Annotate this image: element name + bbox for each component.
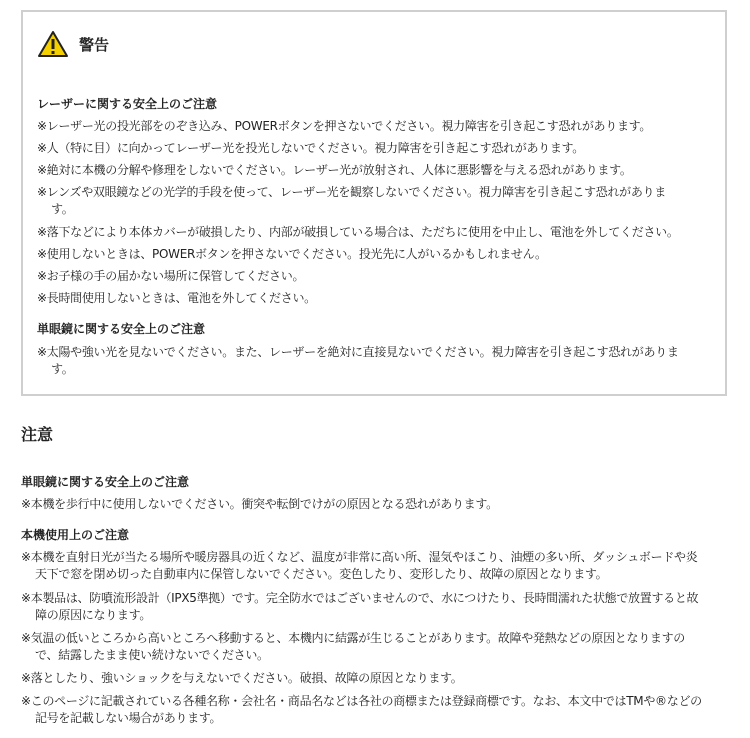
warning-triangle-icon (37, 30, 69, 58)
list-item: ※落下などにより本体カバーが破損したり、内部が破損している場合は、ただちに使用を中止し、電池を外してください。 (37, 225, 679, 239)
monocular-safety-heading: 単眼鏡に関する安全上のご注意 (37, 322, 206, 336)
list-item: ※本製品は、防噴流形設計（IPX5準拠）です。完全防水ではございませんので、水につけたり、長時間濡れた状態で放置すると故 障の原因になります。 (21, 591, 699, 622)
list-item: ※本機を直射日光が当たる場所や暖房器具の近くなど、温度が非常に高い所、湿気やほこり、油煙の多い所、ダッシュボードや炎 天下で窓を閉め切った自動車内に保管しないでください。変色したり、変形したり、故障の原因となります。 (21, 550, 698, 581)
list-item: ※レンズや双眼鏡などの光学的手段を使って、レーザー光を観察しないでください。視力障害を引き起こす恐れがありま す。 (37, 185, 666, 216)
warning-header (37, 30, 109, 58)
monocular-caution-heading: 単眼鏡に関する安全上のご注意 (21, 475, 190, 489)
list-item: ※長時間使用しないときは、電池を外してください。 (37, 291, 316, 305)
warning-title: 警告 (79, 35, 110, 54)
caution-title: 注意 (21, 425, 54, 444)
list-item: ※使用しないときは、POWERボタンを押さないでください。投光先に人がいるかもしれません。 (37, 247, 547, 261)
list-item: ※人（特に目）に向かってレーザー光を投光しないでください。視力障害を引き起こす恐れがあります。 (37, 141, 584, 155)
list-item: ※このページに記載されている各種名称・会社名・商品名などは各社の商標または登録商標です。なお、本文中ではTMや®などの 記号を記載しない場合があります。 (21, 694, 702, 725)
list-item: ※絶対に本機の分解や修理をしないでください。レーザー光が放射され、人体に悪影響を与える恐れがあります。 (37, 163, 632, 177)
list-item: ※落としたり、強いショックを与えないでください。破損、故障の原因となります。 (21, 671, 463, 685)
list-item: ※本機を歩行中に使用しないでください。衝突や転倒でけがの原因となる恐れがあります。 (21, 497, 498, 511)
warning-box (21, 10, 727, 396)
device-usage-heading: 本機使用上のご注意 (21, 528, 130, 542)
list-item: ※太陽や強い光を見ないでください。また、レーザーを絶対に直接見ないでください。視力障害を引き起こす恐れがありま す。 (37, 345, 679, 376)
laser-safety-heading: レーザーに関する安全上のご注意 (37, 97, 218, 111)
list-item: ※気温の低いところから高いところへ移動すると、本機内に結露が生じることがあります。故障や発熱などの原因となりますの で、結露したまま使い続けないでください。 (21, 631, 686, 662)
list-item: ※お子様の手の届かない場所に保管してください。 (37, 269, 305, 283)
list-item: ※レーザー光の投光部をのぞき込み、POWERボタンを押さないでください。視力障害を引き起こす恐れがあります。 (37, 119, 652, 133)
